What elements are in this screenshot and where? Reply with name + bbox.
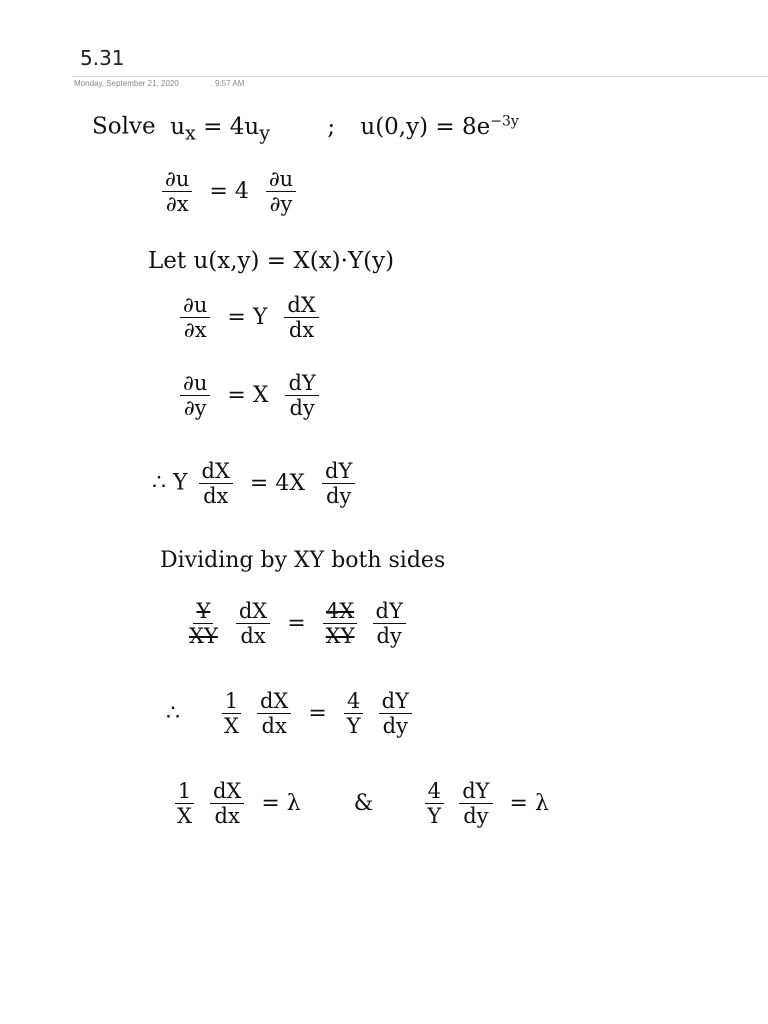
title-divider [72, 76, 768, 77]
dividing-step-text: Dividing by XY both sides [160, 548, 446, 573]
operator: = [308, 700, 327, 726]
fraction: $\frac{dY}{dy}$ [459, 780, 492, 827]
operator: = Y [227, 304, 268, 330]
therefore-line-1 [152, 460, 359, 507]
fraction: $\frac{\partial u}{\partial x}$ [162, 168, 192, 215]
lambda-line [170, 780, 555, 827]
fraction: $\frac{\partial u}{\partial y}$ [180, 372, 210, 419]
fraction: $\frac{dX}{dx}$ [199, 460, 233, 507]
partial-x-line [176, 294, 323, 341]
fraction: $\frac{dY}{dy}$ [285, 372, 318, 419]
fraction: $\frac{Y}{XY}$ [189, 599, 218, 649]
solve-label: Solve [92, 113, 156, 140]
fraction: $\frac{dX}{dx}$ [210, 780, 244, 827]
separator: ; [327, 113, 336, 140]
therefore-prefix: ∴ Y [152, 470, 188, 496]
fraction: $\frac{dX}{dx}$ [236, 600, 270, 647]
fraction: $\frac{4}{Y}$ [344, 690, 364, 737]
pde-rhs: = $4u_y$ [203, 113, 271, 145]
fraction: $\frac{dY}{dy}$ [379, 690, 412, 737]
fraction: $\frac{\partial u}{\partial x}$ [180, 294, 210, 341]
fraction: $\frac{1}{X}$ [174, 780, 195, 827]
note-date: Monday, September 21, 2020 [74, 79, 179, 88]
therefore-line-2 [166, 690, 416, 737]
operator: = 4 [209, 178, 249, 204]
operator: = λ [509, 790, 549, 816]
fraction: $\frac{dY}{dy}$ [373, 600, 406, 647]
pde-fraction-line [158, 168, 300, 215]
operator: = 4X [249, 470, 306, 496]
fraction: $\frac{4X}{XY}$ [323, 600, 358, 647]
page-title: 5.31 [80, 46, 125, 70]
partial-y-line [176, 372, 323, 419]
fraction: $\frac{dX}{dx}$ [257, 690, 291, 737]
fraction: $\frac{dY}{dy}$ [322, 460, 355, 507]
fraction: $\frac{1}{X}$ [221, 690, 242, 737]
operator: = [287, 610, 306, 636]
fraction: $\frac{\partial u}{\partial y}$ [266, 168, 296, 215]
separation-ansatz: Let u(x,y) = X(x)·Y(y) [148, 248, 395, 274]
note-time: 9:57 AM [215, 79, 245, 88]
ampersand: & [353, 790, 374, 816]
divided-line [182, 600, 410, 647]
operator: = X [227, 382, 269, 408]
operator: = λ [261, 790, 301, 816]
initial-condition: $u(0,y) = 8e^{-3y}$ [360, 113, 519, 140]
fraction: $\frac{4}{Y}$ [424, 780, 444, 827]
pde-lhs: $u_x$ [170, 113, 196, 145]
problem-statement [92, 113, 519, 145]
therefore-prefix: ∴ [166, 700, 180, 726]
fraction: $\frac{dX}{dx}$ [284, 294, 318, 341]
